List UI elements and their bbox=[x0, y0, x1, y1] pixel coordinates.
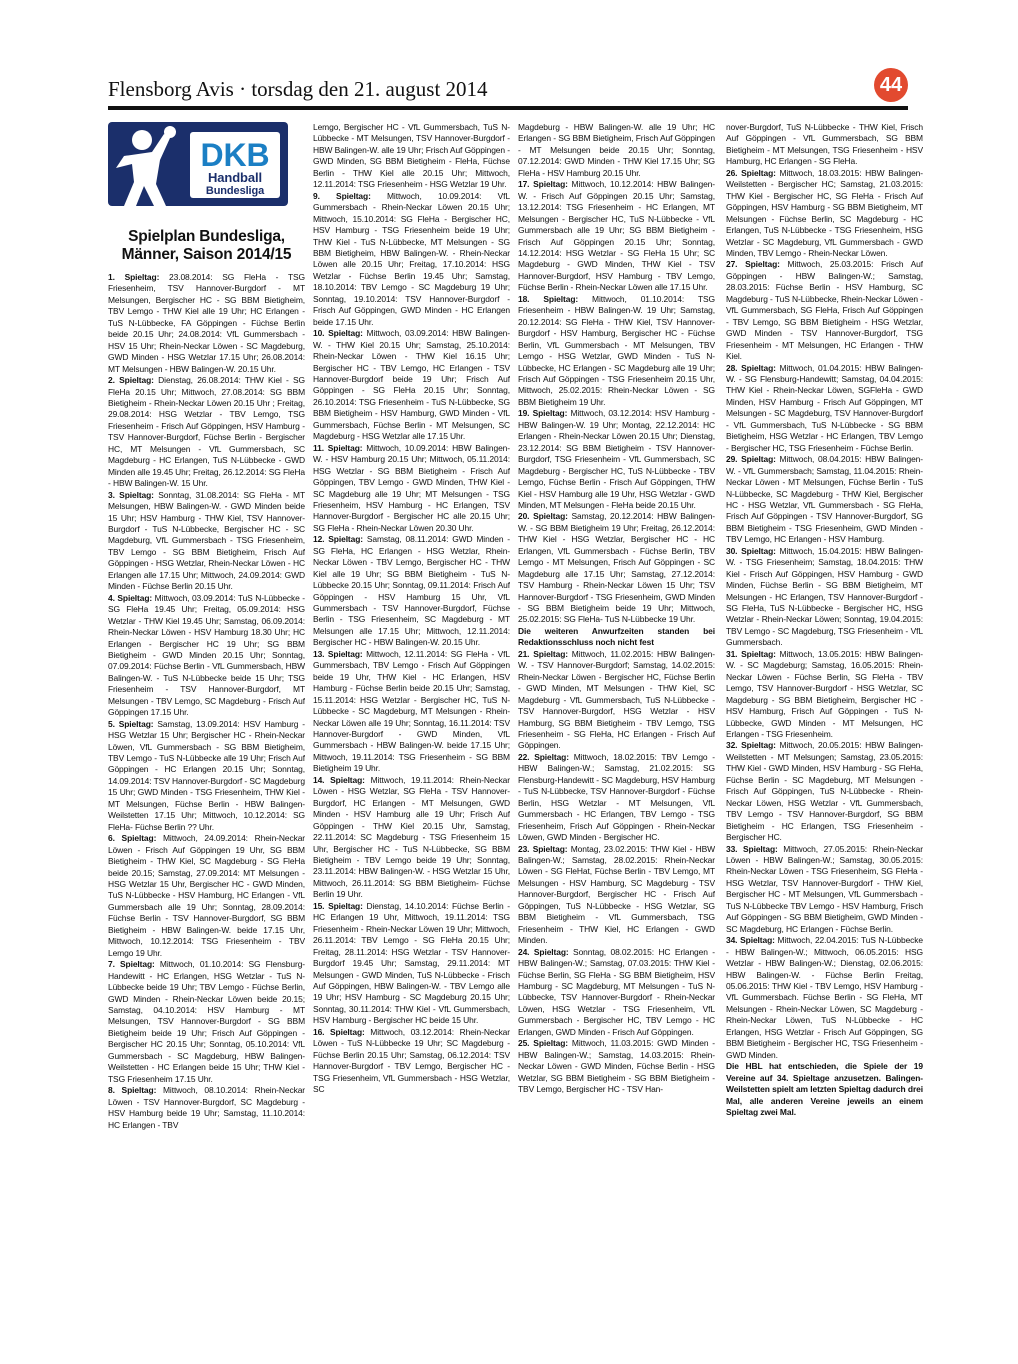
fixture-text: Magdeburg - HBW Balingen-W. alle 19 Uhr; HC Erlangen - SG BBM Bietigheim, Frisch Auf Göppingen - MT Melsungen beide 20.15 Uhr; Sonntag, 07.12.2014: GWD Minden - THW Kiel 17.15 Uhr; SG FleHa - HSV Hamburg 20.15 Uhr. bbox=[518, 122, 715, 178]
fixture-text: Dienstag, 14.10.2014: Füchse Berlin - HC Erlangen 19 Uhr, Mittwoch, 19.11.2014: TSG Friesenheim - Rhein-Neckar Löwen 19 Uhr; Mittwoch, 26.11.2014: TBV Lemgo - SG FleHa 20.15 Uhr; Freitag, 28.11.2014: HSG Wetzlar - TSV Hannover-Burgdorf 19.45 Uhr; Samstag, 29.11.2014: MT Melsungen - GWD Minden, TuS N-Lübbecke - Frisch Auf Göppingen, HBW Balingen-W. - TBV Lemgo alle 19 Uhr; HSV Hamburg - SC Magdeburg 20.15 Uhr; Sonntag, 30.11.2014: THW Kiel - VfL Gummersbach, HSV Hamburg - Bergischer HC beide 15 Uhr. bbox=[313, 900, 510, 1026]
matchday-label: 28. Spieltag: bbox=[726, 362, 776, 373]
matchday-label: 30. Spieltag: bbox=[726, 545, 776, 556]
schedule-paragraph bbox=[726, 168, 923, 260]
matchday-label: 17. Spieltag: bbox=[518, 179, 568, 190]
schedule-paragraph bbox=[726, 844, 923, 936]
schedule-paragraph bbox=[313, 901, 510, 1027]
fixture-text: Samstag, 13.09.2014: HSV Hamburg - HSG Wetzlar 15 Uhr; Bergischer HC - Rhein-Neckar Löwen, VfL Gummersbach - SG BBM Bietigheim, TBV Lemgo - TuS N-Lübbecke alle 19 Uhr; Frisch Auf Göppingen - HC Erlangen 20.15 Uhr; Sonntag, 14.09.2014: TSV Hannover-Burgdorf - SC Magdeburg 15 Uhr; GWD Minden - TSG Friesenheim, THW Kiel - MT Melsungen, Füchse Berlin - HBW Balingen-Weilstetten 17.15 Uhr; Mittwoch, 10.12.2014: SG FleHa- Füchse Berlin ?? Uhr. bbox=[108, 718, 305, 832]
schedule-paragraph bbox=[726, 740, 923, 843]
matchday-label: 13. Spieltag: bbox=[313, 648, 363, 659]
page-number-badge: 44 bbox=[874, 68, 908, 102]
fixture-text: Mittwoch, 18.02.2015: TBV Lemgo - HBW Balingen-W.; Samstag, 21.02.2015: SG Flensburg-Handewitt - SC Magdeburg, HSV Hamburg - TuS N-Lübbecke, TSV Hannover-Burgdorf - Füchse Berlin, HSG Wetzlar - MT Melsungen, VfL Gummersbach - HC Erlangen, TBV Lemgo - TSG Friesenheim, Frisch Auf Göppingen - Rhein-Neckar Löwen, GWD Minden - Bergischer HC. bbox=[518, 751, 715, 843]
column-text bbox=[726, 122, 923, 1118]
schedule-paragraph bbox=[726, 935, 923, 1061]
schedule-paragraph bbox=[726, 649, 923, 741]
fixture-text: Mittwoch, 12.11.2014: SG FleHa - VfL Gummersbach, TBV Lemgo - Frisch Auf Göppingen beide 19 Uhr, THW Kiel - HC Erlangen, HSV Hamburg - Füchse Berlin beide 20.15 Uhr; Samstag, 15.11.2014: HSG Wetzlar - Bergischer HC, TuS N-Lübbecke - SC Magdeburg, MT Melsungen - Rhein-Neckar Löwen alle 19 Uhr; Sonntag, 16.11.2014: TSV Hannover-Burgdorf - GWD Minden, VfL Gummersbach - HBW Balingen-W. beide 17.15 Uhr; Mittwoch, 19.11.2014: TSG Friesenheim - SG BBM Bietigheim 19 Uhr. bbox=[313, 648, 510, 774]
matchday-label: 5. Spieltag: bbox=[108, 718, 154, 729]
matchday-label: 1. Spieltag: bbox=[108, 272, 160, 282]
fixture-text: 23.08.2014: SG FleHa - TSG Friesenheim, TSV Hannover-Burgdorf - MT Melsungen, Bergischer HC - SG BBM Bietigheim, TBV Lemgo - THW Kiel alle 19 Uhr; HC Erlangen - TuS N-Lübbecke, FA Göppingen - Füchse Berlin beide 20.15 Uhr; 24.08.2014: VfL Gummersbach - HSV 15 Uhr; Rhein-Neckar Löwen - SC Magdeburg, GWD Minden - HSG Wetzlar 17.15 Uhr; 26.08.2014: MT Melsungen - HBW Balingen-W. 20.15 Uhr. bbox=[108, 272, 305, 374]
schedule-paragraph bbox=[108, 833, 305, 959]
fixture-text: Sonntag, 31.08.2014: SG FleHa - MT Melsungen, HBW Balingen-W. - GWD Minden beide 15 Uhr; HSV Hamburg - THW Kiel, TSV Hannover-Burgdorf - TuS N-Lübbecke, Bergischer HC - SC Magdeburg, VfL Gummersbach - TSG Friesenheim, TBV Lemgo - SG BBM Bietigheim, Frisch Auf Göppingen - HSG Wetzlar, Rhein-Neckar Löwen - HC Erlangen alle 17.15 Uhr; Mittwoch, 24.09.2014: GWD Minden - Füchse Berlin 20.15 Uhr. bbox=[108, 489, 305, 592]
fixture-text: Mittwoch, 20.05.2015: HBW Balingen-Weilstetten - MT Melsungen; Samstag, 23.05.2015: THW Kiel - GWD Minden, HSV Hamburg - SG FleHa, Füchse Berlin - SC Magdeburg, MT Melsungen - Frisch Auf Göppingen, TuS N-Lübbecke - Rhein-Neckar Löwen, HSG Wetzlar - VfL Gummersbach, TBV Lemgo - TSV Hannover-Burgdorf, SG BBM Bietigheim - HC Erlangen, TSG Friesenheim - Bergischer HC. bbox=[726, 740, 923, 843]
schedule-paragraph bbox=[726, 454, 923, 546]
headline-line-1: Spielplan Bundesliga, bbox=[128, 228, 285, 245]
matchday-label: 22. Spieltag: bbox=[518, 751, 569, 762]
headline-line-2: Männer, Saison 2014/15 bbox=[121, 246, 292, 263]
svg-text:Bundesliga: Bundesliga bbox=[205, 185, 265, 197]
matchday-label: 32. Spieltag: bbox=[726, 740, 776, 751]
schedule-paragraph bbox=[726, 122, 923, 168]
schedule-paragraph bbox=[518, 844, 715, 947]
fixture-text: Mittwoch, 03.12.2014: HSV Hamburg - HBW Balingen-W. 19 Uhr; Montag, 22.12.2014: HC Erlangen - Rhein-Neckar Löwen 20.15 Uhr; Dienstag, 23.12.2014: SG BBM Bietigheim - TSV Hannover-Burgdorf, TSG Friesenheim - VfL Gummersbach, SC Magdeburg - Bergischer HC, TuS N-Lübbecke - TBV Lemgo, Füchse Berlin - Frisch Auf Göppingen, THW Kiel - HSV Hamburg alle 19 Uhr, HSG Wetzlar - GWD Minden, MT Melsungen - FleHa beide 20.15 Uhr. bbox=[518, 408, 715, 510]
schedule-paragraph bbox=[726, 1061, 923, 1118]
fixture-text: Sonntag, 08.02.2015: HC Erlangen - HBW Balingen-W.; Samstag, 07.03.2015: THW Kiel - Füchse Berlin, SG FleHa - SG BBM Bietigheim, HSV Hamburg - SC Magdeburg, MT Melsungen - TuS N-Lübbecke, TSV Hannover-Burgdorf - Rhein-Neckar Löwen, HSG Wetzlar - TSG Friesenheim, VfL Gummersbach - Bergischer HC, TBV Lemgo - HC Erlangen, GWD Minden - Frisch Auf Göppingen. bbox=[518, 946, 715, 1037]
fixture-text: nover-Burgdorf, TuS N-Lübbecke - THW Kiel, Frisch Auf Göppingen - VfL Gummersbach, SG BBM Bietigheim - MT Melsungen, TSG Friesenheim - HSV Hamburg, HC Erlangen - SG FleHa. bbox=[726, 122, 923, 167]
fixture-text: Dienstag, 26.08.2014: THW Kiel - SG FleHa 20.15 Uhr; Mittwoch, 27.08.2014: SG BBM Bietigheim - Rhein-Neckar Löwen 20.15 Uhr ; Freitag, 29.08.2014: HSG Wetzlar - TBV Lemgo, TSG Friesenheim - Frisch Auf Göppingen, HSV Hamburg - TSV Hannover-Burgdorf, Füchse Berlin - Bergischer HC, MT Melsungen - VfL Gummersbach, SC Magdeburg - HC Erlangen, TuS N-Lübbecke - GWD Minden alle 19.45 Uhr; Freitag, 26.12.2014: SG FleHa - HBW Balingen-W. 15 Uhr. bbox=[108, 375, 305, 489]
fixture-text: Mittwoch, 11.02.2015: HBW Balingen-W. - TSV Hannover-Burgdorf; Samstag, 14.02.2015: Rhein-Neckar Löwen - Bergischer HC, Füchse Berlin - GWD Minden, MT Melsungen - THW Kiel, SC Magdeburg - VfL Gummersbach, TuS N-Lübbecke - TSV Hannover-Burgdorf, HSG Wetzlar - HSV Hamburg, SG BBM Bietigheim - TBV Lemgo, TSG Friesenheim - SG FleHa, HC Erlangen - Frisch Auf Göppingen. bbox=[518, 648, 715, 751]
fixture-text: Mittwoch, 10.09.2014: VfL Gummersbach - Rhein-Neckar Löwen 20.15 Uhr; Mittwoch, 15.10.2014: SG FleHa - Bergischer HC, HSV Hamburg - TSG Friesenheim beide 19 Uhr; THW Kiel - TuS N-Lübbecke, MT Melsungen - SG BBM Bietigheim, HBW Balingen-W. - Rhein-Neckar Löwen alle 20.15 Uhr; Freitag, 17.10.2014: HSG Wetzlar - Füchse Berlin 19.45 Uhr; Samstag, 18.10.2014: TBV Lemgo - SC Magdeburg 19 Uhr; Sonntag, 19.10.2014: TSV Hannover-Burgdorf - Frisch Auf Göppingen, GWD Minden - HC Erlangen beide 17.15 Uhr. bbox=[313, 190, 510, 327]
fixture-text: Mittwoch, 08.04.2015: HBW Balingen-W. - VfL Gummersbach; Samstag, 11.04.2015: Rhein-Neckar Löwen - MT Melsungen, Füchse Berlin - TuS N-Lübbecke, SC Magdeburg - THW Kiel, Bergischer HC - HSG Wetzlar, VfL Gummersbach - SG FleHa, Frisch Auf Göppingen - TSV Hannover-Burgdorf, SG BBM Bietigheim - TSG Friesenheim, GWD Minden - TBV Lemgo, HC Erlangen - HSV Hamburg. bbox=[726, 454, 923, 545]
fixture-text: Mittwoch, 19.11.2014: Rhein-Neckar Löwen - HSG Wetzlar, SG FleHa - TSV Hannover-Burgdorf, HC Erlangen - MT Melsungen, GWD Minden - HSV Hamburg alle 19 Uhr; Frisch Auf Göppingen - THW Kiel 20.15 Uhr, Samstag, 22.11.2014: SC Magdeburg - TSG Friesenheim 15 Uhr, Bergischer HC - TuS N-Lübbecke, SG BBM Bietigheim - TBV Lemgo beide 19 Uhr; Sonntag, 23.11.2014: HBW Balingen-W. - HSG Wetzlar 15 Uhr, Mittwoch, 26.11.2014: SG BBM Bietigheim- Füchse Berlin 19 Uhr. bbox=[313, 774, 510, 900]
column-text bbox=[108, 272, 305, 1131]
matchday-label: 31. Spieltag: bbox=[726, 648, 776, 659]
page-header bbox=[108, 66, 908, 110]
article-headline bbox=[108, 228, 305, 264]
schedule-paragraph bbox=[108, 1085, 305, 1131]
article-column-4 bbox=[726, 122, 923, 1342]
matchday-label: 10. Spieltag: bbox=[313, 328, 363, 339]
fixture-text: Mittwoch, 01.04.2015: HBW Balingen-W. - SG Flensburg-Handewitt; Samstag, 04.04.2015: THW Kiel - Rhein-Neckar Löwen, SGFleHa - GWD Minden, HSV Hamburg - Frisch Auf Göppingen, MT Melsungen - SC Magdeburg, TSV Hannover-Burgdorf - VfL Gummersbach, TuS N-Lübbecke - SG BBM Bietigheim, HSG Wetzlar - HC Erlangen, TBV Lemgo - Bergischer HC, TSG Friesenheim - Füchse Berlin. bbox=[726, 362, 923, 453]
matchday-label: Die HBL hat entschieden, die Spiele der 19 Vereine auf 34. Spieltage anzusetzen. Balingen-Weilstetten spielt am letzten Spieltag dadurch drei Mal, alle anderen Vereine jeweils an einem Spieltag zwei Mal. bbox=[726, 1061, 923, 1117]
column-text bbox=[518, 122, 715, 1096]
matchday-label: 26. Spieltag: bbox=[726, 167, 776, 178]
svg-text:DKB: DKB bbox=[200, 137, 270, 173]
schedule-paragraph bbox=[518, 511, 715, 626]
article-column-2 bbox=[313, 122, 510, 1342]
fixture-text: Mittwoch, 03.12.2014: Rhein-Neckar Löwen - TuS N-Lübbecke 19 Uhr; SC Magdeburg - Füchse Berlin 20.15 Uhr; Samstag, 06.12.2014: TSV Hannover-Burgdorf - TBV Lemgo, Bergischer HC - TSG Friesenheim, VfL Gummersbach - HSG Wetzlar, SC bbox=[313, 1026, 510, 1095]
matchday-label: 12. Spieltag: bbox=[313, 534, 363, 545]
fixture-text: Mittwoch, 13.05.2015: HBW Balingen-W. - SC Magdeburg; Samstag, 16.05.2015: Rhein-Neckar Löwen - Füchse Berlin, SG FleHa - TBV Lemgo, TSV Hannover-Burgdorf - HSG Wetzlar, SC Magdeburg - SG BBM Bietigheim, Bergischer HC - HSV Hamburg, Frisch Auf Göppingen - TuS N-Lübbecke, GWD Minden - MT Melsungen, HC Erlangen - TSG Friesenheim. bbox=[726, 648, 923, 740]
matchday-label: 27. Spieltag: bbox=[726, 259, 780, 270]
fixture-text: Mittwoch, 27.05.2015: Rhein-Neckar Löwen - HBW Balingen-W.; Samstag, 30.05.2015: Rhein-Neckar Löwen - TSG Friesenheim, SG FleHa - HSG Wetzlar, TSV Hannover-Burgdorf - THW Kiel, Bergischer HC - MT Melsungen, VfL Gummersbach - TuS N-Lübbecke TBV Lemgo - HSV Hamburg, Frisch Auf Göppingen - SG BBM Bietigheim, GWD Minden - SC Magdeburg, HC Erlangen - Füchse Berlin. bbox=[726, 843, 923, 934]
schedule-paragraph bbox=[518, 1038, 715, 1095]
fixture-text: Mittwoch, 25.03.2015: Frisch Auf Göppingen - HBW Balingen-W.; Samstag, 28.03.2015: Füchse Berlin - HSV Hamburg, SC Magdeburg - TuS N-Lübbecke, Rhein-Neckar Löwen - VfL Gummersbach, SG FleHa, Frisch Auf Göppingen - TBV Lemgo, SG BBM Bietigheim - HSG Wetzlar, GWD Minden - TSV Hannover-Burgdorf, TSG Friesenheim - MT Melsungen, HC Erlangen - THW Kiel. bbox=[726, 259, 923, 362]
schedule-paragraph bbox=[313, 1027, 510, 1096]
matchday-label: 34. Spieltag: bbox=[726, 935, 775, 946]
matchday-label: 21. Spieltag: bbox=[518, 648, 568, 659]
matchday-label: 24. Spieltag: bbox=[518, 946, 569, 957]
matchday-label: 3. Spieltag: bbox=[108, 489, 154, 500]
schedule-paragraph bbox=[108, 719, 305, 834]
fixture-text: Mittwoch, 10.09.2014: HBW Balingen-W. - HSV Hamburg 20.15 Uhr; Mittwoch, 05.11.2014: HSG Wetzlar - SG BBM Bietigheim - Frisch Auf Göppingen, TBV Lemgo - GWD Minden, THW Kiel - SC Magdeburg alle 19 Uhr; MT Melsungen - TSG Friesenheim, HSV Hamburg - HC Erlangen, TSV Hannover-Burgdorf - Bergischer HC alle 20.15 Uhr; SG FleHa - Rhein-Neckar Löwen 20.30 Uhr. bbox=[313, 442, 510, 533]
schedule-paragraph bbox=[313, 775, 510, 901]
schedule-paragraph bbox=[518, 947, 715, 1039]
fixture-text: Mittwoch, 10.12.2014: HBW Balingen-W. - Frisch Auf Göppingen 20.15 Uhr; Samstag, 13.12.2014: TSG Friesenheim - HC Erlangen, MT Melsungen - Bergischer HC, TuS N-Lübbecke - VfL Gummersbach alle 19 Uhr; SG BBM Bietigheim - Frisch Auf Göppingen 20.15 Uhr; Sonntag, 14.12.2014: HSG Wetzlar - SG FleHa 15 Uhr; SC Magdeburg - GWD Minden, THW Kiel - TSV Hannover-Burgdorf, HSV Hamburg - TBV Lemgo, Füchse Berlin - Rhein-Neckar Löwen alle 17.15 Uhr. bbox=[518, 179, 715, 293]
fixture-text: Mittwoch, 22.04.2015: TuS N-Lübbecke - HBW Balingen-W.; Mittwoch, 06.05.2015: HSG Wetzlar - HBW Balingen-W.; Dienstag, 02.06.2015: HBW Balingen-W. - Füchse Berlin Freitag, 05.06.2015: THW Kiel - TBV Lemgo, HSV Hamburg - VfL Gummersbach. Füchse Berlin - SG FleHa, MT Melsungen - Rhein-Neckar Löwen, SC Magdeburg - Rhein-Neckar Löwen, TuS N-Lübbecke - HC Erlangen, HSG Wetzlar - Frisch Auf Göppingen, SG BBM Bietigheim - Bergischer HC, TSG Friesenheim - GWD Minden. bbox=[726, 935, 923, 1060]
schedule-paragraph bbox=[726, 259, 923, 362]
matchday-label: 20. Spieltag: bbox=[518, 511, 568, 522]
matchday-label: 7. Spieltag: bbox=[108, 959, 155, 970]
schedule-paragraph bbox=[108, 375, 305, 490]
schedule-paragraph bbox=[518, 626, 715, 649]
schedule-paragraph bbox=[313, 443, 510, 535]
schedule-paragraph bbox=[518, 294, 715, 409]
matchday-label: 11. Spieltag: bbox=[313, 442, 363, 453]
schedule-paragraph bbox=[108, 490, 305, 593]
matchday-label: 4. Spieltag: bbox=[108, 592, 153, 603]
fixture-text: Mittwoch, 11.03.2015: GWD Minden - HBW Balingen-W.; Samstag, 14.03.2015: Rhein-Neckar Löwen - GWD Minden, Füchse Berlin - HSG Wetzlar, SG BBM Bietigheim - SG BBM Bietigheim - TBV Lemgo, Bergischer HC - TSV Han- bbox=[518, 1038, 715, 1095]
fixture-text: Mittwoch, 24.09.2014: Rhein-Neckar Löwen - Frisch Auf Göppingen 19 Uhr, SG BBM Bietigheim - THW Kiel, SC Magdeburg - SG FleHa beide 20.15; Samstag, 27.09.2014: MT Melsungen - HSG Wetzlar 15 Uhr, Bergischer HC - GWD Minden, TuS N-Lübbecke - HSV Hamburg, HC Erlangen - VfL Gummersbach alle 19 Uhr; Sonntag, 28.09.2014: Füchse Berlin - TSV Hannover-Burgdorf, SG BBM Bietigheim - HBW Balingen-W. beide 17.15 Uhr, Mittwoch, 10.12.2014: TSG Friesenheim - TBV Lemgo 19 Uhr. bbox=[108, 833, 305, 958]
schedule-paragraph bbox=[108, 959, 305, 1085]
schedule-paragraph bbox=[726, 546, 923, 649]
matchday-label: 14. Spieltag: bbox=[313, 774, 365, 785]
schedule-paragraph bbox=[108, 272, 305, 375]
svg-text:Handball: Handball bbox=[207, 170, 263, 185]
schedule-paragraph bbox=[518, 649, 715, 752]
schedule-paragraph bbox=[313, 122, 510, 191]
schedule-paragraph bbox=[108, 593, 305, 719]
column-text bbox=[313, 122, 510, 1096]
matchday-label: 25. Spieltag: bbox=[518, 1038, 569, 1049]
fixture-text: Mittwoch, 08.10.2014: Rhein-Neckar Löwen - TSV Hannover-Burgdorf, SC Magdeburg - HSV Hamburg beide 19 Uhr; Samstag, 11.10.2014: HC Erlangen - TBV bbox=[108, 1085, 305, 1130]
dkb-handball-bundesliga-logo bbox=[108, 122, 288, 206]
article-column-3 bbox=[518, 122, 715, 1342]
fixture-text: Mittwoch, 01.10.2014: TSG Friesenheim - HBW Balingen-W. 19 Uhr; Samstag, 20.12.2014: SG FleHa - THW Kiel, TSV Hannover-Burgdorf - HSV Hamburg, Bergischer HC - Füchse Berlin, VfL Gummersbach - MT Melsungen, TBV Lemgo - HSG Wetzlar, GWD Minden - TuS N-Lübbecke, HC Erlangen - SC Magdeburg alle 19 Uhr; Frisch Auf Göppingen - TSG Friesenheim 20.15 Uhr, Mittwoch, 25.02.2015: Rhein-Neckar Löwen - SG BBM Bietigheim 19 Uhr. bbox=[518, 293, 715, 407]
fixture-text: Lemgo, Bergischer HC - VfL Gummersbach, TuS N-Lübbecke - MT Melsungen, TSV Hannover-Burgdorf - HBW Balingen-W. alle 19 Uhr; Frisch Auf Göppingen - GWD Minden, SG BBM Bietigheim - FleHa, Füchse Berlin - THW Kiel alle 20.15 Uhr; Mittwoch, 12.11.2014: TSG Friesenheim - HSG Wetzlar 19 Uhr. bbox=[313, 122, 510, 190]
fixture-text: Mittwoch, 03.09.2014: HBW Balingen-W. - THW Kiel 20.15 Uhr; Samstag, 25.10.2014: Rhein-Neckar Löwen - THW Kiel 16.15 Uhr; Bergischer HC - TBV Lemgo, HC Erlangen - TSV Hannover-Burgdorf beide 19 Uhr; Frisch Auf Göppingen - SG FleHa 20.15 Uhr; Sonntag, 26.10.2014: TSG Friesenheim - TuS N-Lübbecke, SG BBM Bietigheim - HSV Hamburg, GWD Minden - VfL Gummersbach, Füchse Berlin - MT Melsungen, SC Magdeburg - HSG Wetzlar alle 17.15 Uhr. bbox=[313, 328, 510, 442]
matchday-label: Die weiteren Anwurfzeiten standen bei Redaktionsschluss noch nicht fest bbox=[518, 625, 715, 648]
fixture-text: Mittwoch, 18.03.2015: HBW Balingen-Weilstetten - Bergischer HC; Samstag, 21.03.2015: THW Kiel - Bergischer HC, SG FleHa - Frisch Auf Göppingen, HSV Hamburg - SG BBM Bietigheim, MT Melsungen - Füchse Berlin, SC Magdeburg - HC Erlangen, TuS N-Lübbecke - TSG Friesenheim, HSG Wetzlar - SC Magdeburg, VfL Gummersbach - GWD Minden, TBV Lemgo - Rhein-Neckar Löwen. bbox=[726, 167, 923, 258]
matchday-label: 2. Spieltag: bbox=[108, 375, 154, 386]
article-column-1 bbox=[108, 122, 305, 1342]
newspaper-dateline: Flensborg Avis · torsdag den 21. august 2014 bbox=[108, 77, 488, 101]
matchday-label: 29. Spieltag: bbox=[726, 454, 776, 465]
matchday-label: 8. Spieltag: bbox=[108, 1085, 157, 1096]
schedule-paragraph bbox=[518, 179, 715, 294]
fixture-text: Mittwoch, 15.04.2015: HBW Balingen-W. - TSG Friesenheim; Samstag, 18.04.2015: THW Kiel - Frisch Auf Göppingen, HSV Hamburg - GWD Minden, Füchse Berlin - SG BBM Bietigheim, MT Melsungen - HC Erlangen, TSV Hannover-Burgdorf - SG FleHa, TuS N-Lübbecke - Bergischer HC, HSG Wetzlar - Rhein-Neckar Löwen; Sonntag, 19.04.2015: TBV Lemgo - SC Magdeburg, TSG Friesenheim - VfL Gummersbach. bbox=[726, 545, 923, 648]
matchday-label: 23. Spieltag: bbox=[518, 843, 568, 854]
matchday-label: 19. Spieltag: bbox=[518, 408, 568, 419]
matchday-label: 9. Spieltag: bbox=[313, 190, 371, 201]
fixture-text: Montag, 23.02.2015: THW Kiel - HBW Balingen-W.; Samstag, 28.02.2015: Rhein-Neckar Löwen - SG FleHat, Füchse Berlin - TBV Lemgo, MT Melsungen - HSV Hamburg, SC Magdeburg - TSV Hannover-Burgdorf, Bergischer HC - Frisch Auf Göppingen, TuS N-Lübbecke - HSG Wetzlar, SG BBM Bietigheim - VfL Gummersbach, TSG Friesenheim - THW Kiel, HC Erlangen - GWD Minden. bbox=[518, 843, 715, 946]
fixture-text: Mittwoch, 03.09.2014: TuS N-Lübbecke - SG FleHa 19.45 Uhr; Freitag, 05.09.2014: HSG Wetzlar - THW Kiel 19.45 Uhr; Samstag, 06.09.2014: Rhein-Neckar Löwen - HSV Hamburg 18.30 Uhr; HC Erlangen - Bergischer HC 19 Uhr; SG BBM Bietigheim - GWD Minden 20.15 Uhr; Sonntag, 07.09.2014: Füchse Berlin - VfL Gummersbach, HBW Balingen-W. - TuS N-Lübbecke beide 15 Uhr; TSG Friesenheim - TSV Hannover-Burgdorf, MT Melsungen - TBV Lemgo, SC Magdeburg - Frisch Auf Göppingen 17.15 Uhr. bbox=[108, 592, 305, 718]
matchday-label: 6. Spieltag: bbox=[108, 833, 157, 844]
schedule-paragraph bbox=[313, 328, 510, 443]
schedule-paragraph bbox=[313, 649, 510, 775]
fixture-text: Mittwoch, 01.10.2014: SG Flensburg-Handewitt - HC Erlangen, HSG Wetzlar - TuS N-Lübbecke beide 19 Uhr; TBV Lemgo - Füchse Berlin, GWD Minden - Rhein-Neckar Löwen beide 20.15; Samstag, 04.10.2014: HSV Hamburg - MT Melsungen, TSV Hannover-Burgdorf - SG BBM Bietigheim beide 19 Uhr; Frisch Auf Göppingen - Bergischer HC 20.15 Uhr; Sonntag, 05.10.2014: VfL Gummersbach - SC Magdeburg, HBW Balingen-Weilstetten - HC Erlangen beide 15 Uhr; THW Kiel - TSG Friesenheim 17.15 Uhr. bbox=[108, 959, 305, 1084]
fixture-text: Samstag, 08.11.2014: GWD Minden - SG FleHa, HC Erlangen - HSG Wetzlar, Rhein-Neckar Löwen - TBV Lemgo, Bergischer HC - THW Kiel alle 19 Uhr; SG BBM Bietigheim - TuS N-Lübbecke 20.15 Uhr; Sonntag, 09.11.2014: Frisch Auf Göppingen - HSV Hamburg 15 Uhr, VfL Gummersbach - TSV Hannover-Burgdorf, Füchse Berlin - TSG Friesenheim, SC Magdeburg - MT Melsungen alle 17.15 Uhr; Mittwoch, 12.11.2014: Bergischer HC - HBW Balingen-W. 20.15 Uhr. bbox=[313, 534, 510, 648]
matchday-label: 33. Spieltag: bbox=[726, 843, 778, 854]
fixture-text: Samstag, 20.12.2014: HBW Balingen-W. - SG BBM Bietigheim 19 Uhr; Freitag, 26.12.2014: THW Kiel - HSG Wetzlar, Bergischer HC - HC Erlangen, VfL Gummersbach - Füchse Berlin, TBV Lemgo - MT Melsungen, Frisch Auf Göppingen - SC Magdeburg alle 17.15 Uhr; Samstag, 27.12.2014: TSV Hamburg - Rhein-Neckar Löwen 15 Uhr; TSV Hannover-Burgdorf - TSG Friesenheim, GWD Minden - SG BBM Bietigheim beide 19 Uhr; Mittwoch, 25.02.2015: SG FleHa- TuS N-Lübbecke 19 Uhr. bbox=[518, 511, 715, 625]
schedule-paragraph bbox=[518, 408, 715, 511]
schedule-paragraph bbox=[518, 122, 715, 179]
matchday-label: 18. Spieltag: bbox=[518, 293, 579, 304]
matchday-label: 15. Spieltag: bbox=[313, 900, 363, 911]
schedule-paragraph bbox=[313, 191, 510, 328]
matchday-label: 16. Spieltag: bbox=[313, 1026, 365, 1037]
schedule-paragraph bbox=[518, 752, 715, 844]
schedule-paragraph bbox=[726, 363, 923, 455]
schedule-paragraph bbox=[313, 534, 510, 649]
